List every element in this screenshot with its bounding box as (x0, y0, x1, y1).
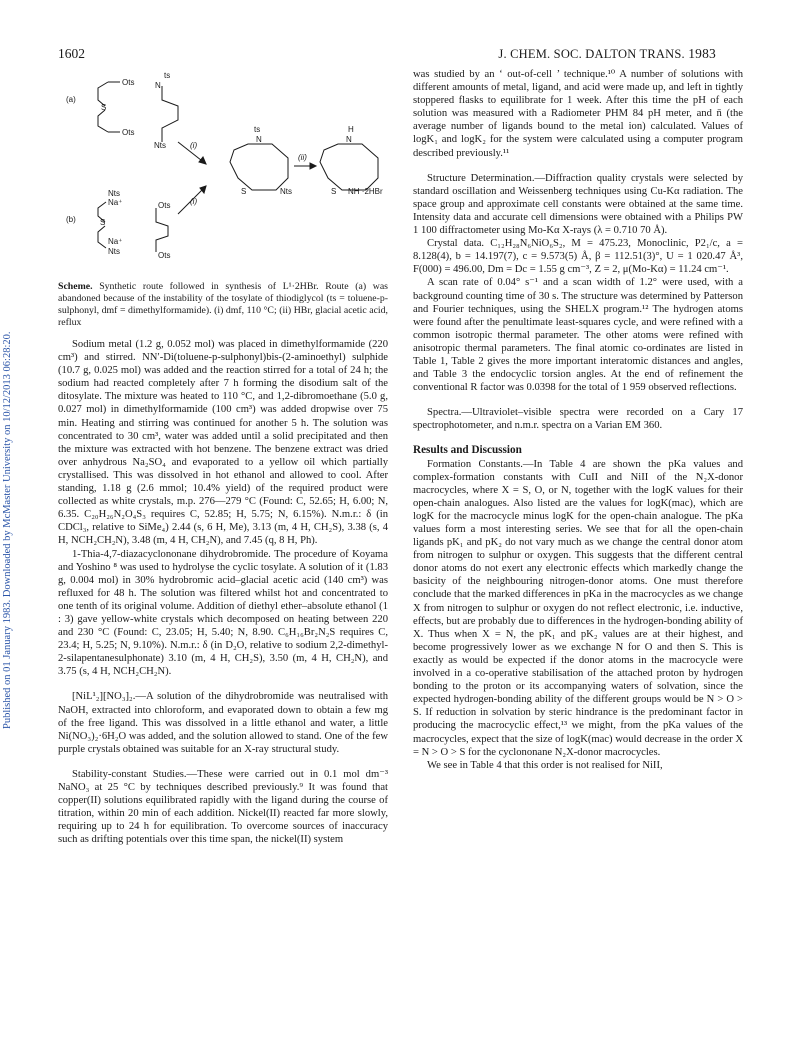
caption-lead: Scheme. (58, 281, 93, 292)
paragraph: Structure Determination.—Diffraction quality crystals were selected by standard oscillation and Weissenberg techniques using Cu-Kα radiation. The space group and approximate cell constants were obtained at the same time. Intensity data and accurate cell dimensions were obtained with a Philips PW 1 100 diffractometer using Mo-Kα X-rays (λ = 0.710 70 Å). (413, 172, 743, 237)
paragraph: Sodium metal (1.2 g, 0.052 mol) was placed in dimethylformamide (220 cm³) and stirred. NN′-Di(toluene-p-sulphonyl)bis-(2-aminoethyl) sulphide (10.7 g, 0.025 mol) was added and the reaction stirred for a total of 24 h; the sodium had reacted completely after 7 h forming the disodium salt of the ditosylate. The mixture was heated to 110 °C, and 1,2-dibromoethane (5.0 g, 0.027 mol) in dimethylformamide (100 cm³) was added dropwise over 75 min. Heating and stirring was continued for another 5 h. The solution was concentrated to 30 cm³, water was added until a solid precipitated and then the mixture was extracted with hot benzene. The benzene extract was dried over anhydrous Na₂SO₄ and evaporated to a yellow oil which partially crystallised. This was dissolved in hot ethanol and allowed to cool. After standing, 1.18 g (2.6 mmol; 10.4% yield) of the required product were collected as white crystals, m.p. 276—279 °C (Found: C, 52.65; H, 6.00; N, 6.35. C₂₀H₂₆N₂O₄S₃ requires C, 52.85; H, 5.75; N, 6.15%). N.m.r.: δ (in CDCl₃, relative to SiMe₄) 2.44 (s, 6 H, Me), 3.13 (m, 4 H, CH₂S), 3.38 (s, 4 H, NCH₂CH₂N), 3.48 (m, 4 H, CH₂N), and 7.45 (q, 8 H, Ph). (58, 339, 388, 547)
scheme-diagram (58, 66, 388, 278)
ts-label: ts (164, 71, 171, 80)
paragraph: A scan rate of 0.04° s⁻¹ and a scan width of 1.2° were used, with a background counting time of 30 s. The structure was determined by Patterson and Fourier techniques, using the SHELX program.¹² The hydrogen atoms were found after the penultimate least-squares cycle, and were refined with a common isotropic thermal parameter. The other atoms were refined with anisotropic thermal parameters. The final atomic co-ordinates are listed in Table 1, Table 2 gives the more important interatomic distances and angles, and Table 3 the endocyclic torsion angles. At the end of refinement the conventional R factor was 0.0398 for the total of 1 959 observed reflections. (413, 277, 743, 394)
sulfur-label: S (101, 103, 107, 112)
sodium-label: Na⁺ (108, 237, 123, 246)
caption-text: Synthetic route followed in synthesis of L¹·2HBr. Route (a) was abandoned because of the instability of the tosylate of thiodiglycol (ts = toluene-p-sulphonyl, dmf = dimethylformamide). (i) dmf, 110 °C; (ii) HBr, glacial acetic acid, reflux (58, 281, 388, 328)
step-i-label: (i) (190, 197, 198, 206)
paragraph: Stability-constant Studies.—These were carried out in 0.1 mol dm⁻³ NaNO₃ at 25 °C by techniques described previously.⁹ It was found that copper(II) solutions equilibrated rapidly with the ligand during the course of titration, within 20 min of each addition. Nickel(II) reacted far more slowly, requiring up to 24 h for equilibration. To overcome sources of inaccuracy such as drifting potentials over this time span, the nickel(II) system (58, 768, 388, 846)
synthesis-scheme (58, 66, 388, 278)
nitrogen-label: N (155, 81, 161, 90)
sulfur-label: S (100, 218, 106, 227)
page-number: 1602 (58, 46, 85, 61)
scheme-caption (58, 281, 388, 329)
route-a-label: (a) (66, 95, 76, 104)
step-i-label: (i) (190, 141, 198, 150)
ots-label: Ots (158, 251, 171, 260)
ots-label: Ots (122, 78, 135, 87)
nts-label: Nts (154, 141, 166, 150)
nts-label: Nts (108, 247, 120, 256)
nts-label: Nts (108, 189, 120, 198)
ring-nitrogen-label: N (256, 135, 262, 144)
paragraph: was studied by an ‘ out-of-cell ’ technique.¹⁰ A number of solutions with different amounts of metal, ligand, and acid were made up, and left in tightly stoppered flasks to equilibrate for 1 week. After this time the pH of each solution was measured with a Radiometer PHM 84 pH meter, and n̄ (the average number of ligands bound to the metal ion) calculated. Values of logK₁ and logK₂ for the system were calculated using a computer program described previously.¹¹ (413, 69, 743, 159)
paragraph: We see in Table 4 that this order is not realised for NiII, (427, 759, 663, 771)
paragraph: 1-Thia-4,7-diazacyclononane dihydrobromide. The procedure of Koyama and Yoshino ⁸ was used to hydrolyse the cyclic tosylate. A solution of it (1.83 g, 0.004 mol) in 30% hydrobromic acid–glacial acetic acid (140 cm³) was refluxed for 48 h. The solution was filtered whilst hot and concentrated to one tenth of its original volume. Addition of diethyl ether–absolute ethanol (1 : 3) gave yellow-white crystals which decomposed on heating between 220 and 230 °C (Found: C, 23.05; H, 5.40; N, 8.90. C₆H₁₆Br₂N₂S requires C, 23.4; H, 5.25; N, 9.10%). N.m.r.: δ (in D₂O, relative to sodium 2,2-dimethyl-2-silapentanesulphonate) 3.10 (m, 4 H, CH₂S), 3.50 (m, 4 H, CH₂N), and 3.75 (s, 4 H, NCH₂CH₂N). (58, 548, 388, 678)
paragraph: Formation Constants.—In Table 4 are shown the pKa values and complex-formation constants with CuII and NiII of the N₂X-donor macrocycles, where X = S, O, or N, together with the logK values for their open-chain analogues. Also listed are the values for logK(mac), which are logK for the macrocycle minus logK for the open-chain analogue. The pKa values form a most interesting series. We see that for all the open-chain ligands pK₁ and pK₂ do not vary much as we change the central donor atom from nitrogen to sulphur or oxygen. This suggests that the different central donor atoms do not exert any electronic effects which markedly change the basicity of the neighbouring nitrogen-donor atoms. One must therefore conclude that the marked differences in pKa in the macrocycles as we change X from nitrogen to sulphur or oxygen do not reflect electronic, i.e. inductive, effects, but are probably due to differences in the hydrogen-bonding ability of X. Thus when X = N, the pK₁ and pK₂ values are at their highest, and become progressively lower as we exchange N for O and then S. This is exactly as would be expected if the donor atoms in the macrocycle were involved in a co-operative stabilisation of the attached proton by hydrogen bonding to the proton or its accompanying waters of solvation, since the expected hydrogen-bonding ability of the different groups would be N > O > S. If reduction in solvation by steric hindrance is the predominant factor in producing the macrocyclic effect,¹³ we might, from the pKa values of the macrocycles, expect that the size of logK(mac) would decrease in the order X = N > O > S for the cyclononane N₂X-donor macrocycles. (413, 458, 743, 758)
ring-nitrogen-label: N (346, 135, 352, 144)
journal-name: J. CHEM. SOC. DALTON TRANS. (498, 47, 685, 61)
journal-year: 1983 (688, 46, 716, 61)
paragraph: Spectra.—Ultraviolet–visible spectra were recorded on a Cary 17 spectrophotometer, and n.m.r. spectra on a Varian EM 360. (413, 407, 743, 432)
ring-h-label: H (348, 125, 354, 134)
left-column (58, 338, 388, 846)
step-ii-label: (ii) (298, 153, 307, 162)
running-header (498, 46, 716, 62)
ring-nts-label: Nts (280, 187, 292, 196)
paragraph: Crystal data. C₁₂H₂₈N₆NiO₆S₂, M = 475.23, Monoclinic, P2₁/c, a = 8.128(4), b = 14.197(7), c = 9.573(5) Å, β = 112.51(3)°, U = 1 020.47 Å³, F(000) = 496.00, Dm = Dc = 1.55 g cm⁻³, Z = 2, μ(Mo-Kα) = 11.24 cm⁻¹. (413, 238, 743, 276)
sodium-label: Na⁺ (108, 198, 123, 207)
ring-nh-label: NH ·2HBr (348, 187, 383, 196)
ring-ts-label: ts (254, 125, 261, 134)
section-heading: Results and Discussion (413, 444, 522, 457)
publication-watermark: Published on 01 January 1983. Downloaded by McMaster University on 10/12/2013 06:28:20. (2, 331, 13, 729)
ots-label: Ots (158, 201, 171, 210)
right-column (413, 68, 743, 772)
route-b-label: (b) (66, 215, 76, 224)
ring-sulfur-label: S (331, 187, 337, 196)
ots-label: Ots (122, 128, 135, 137)
ring-sulfur-label: S (241, 187, 247, 196)
paragraph: [NiL¹₂][NO₃]₂.—A solution of the dihydrobromide was neutralised with NaOH, extracted into chloroform, and evaporated down to obtain a few mg of the free ligand. This was dissolved in a little ethanol and water, a little Ni(NO₃)₂·6H₂O was added, and the solution allowed to stand. One of the few purple crystals obtained was suitable for an X-ray structural study. (58, 691, 388, 755)
